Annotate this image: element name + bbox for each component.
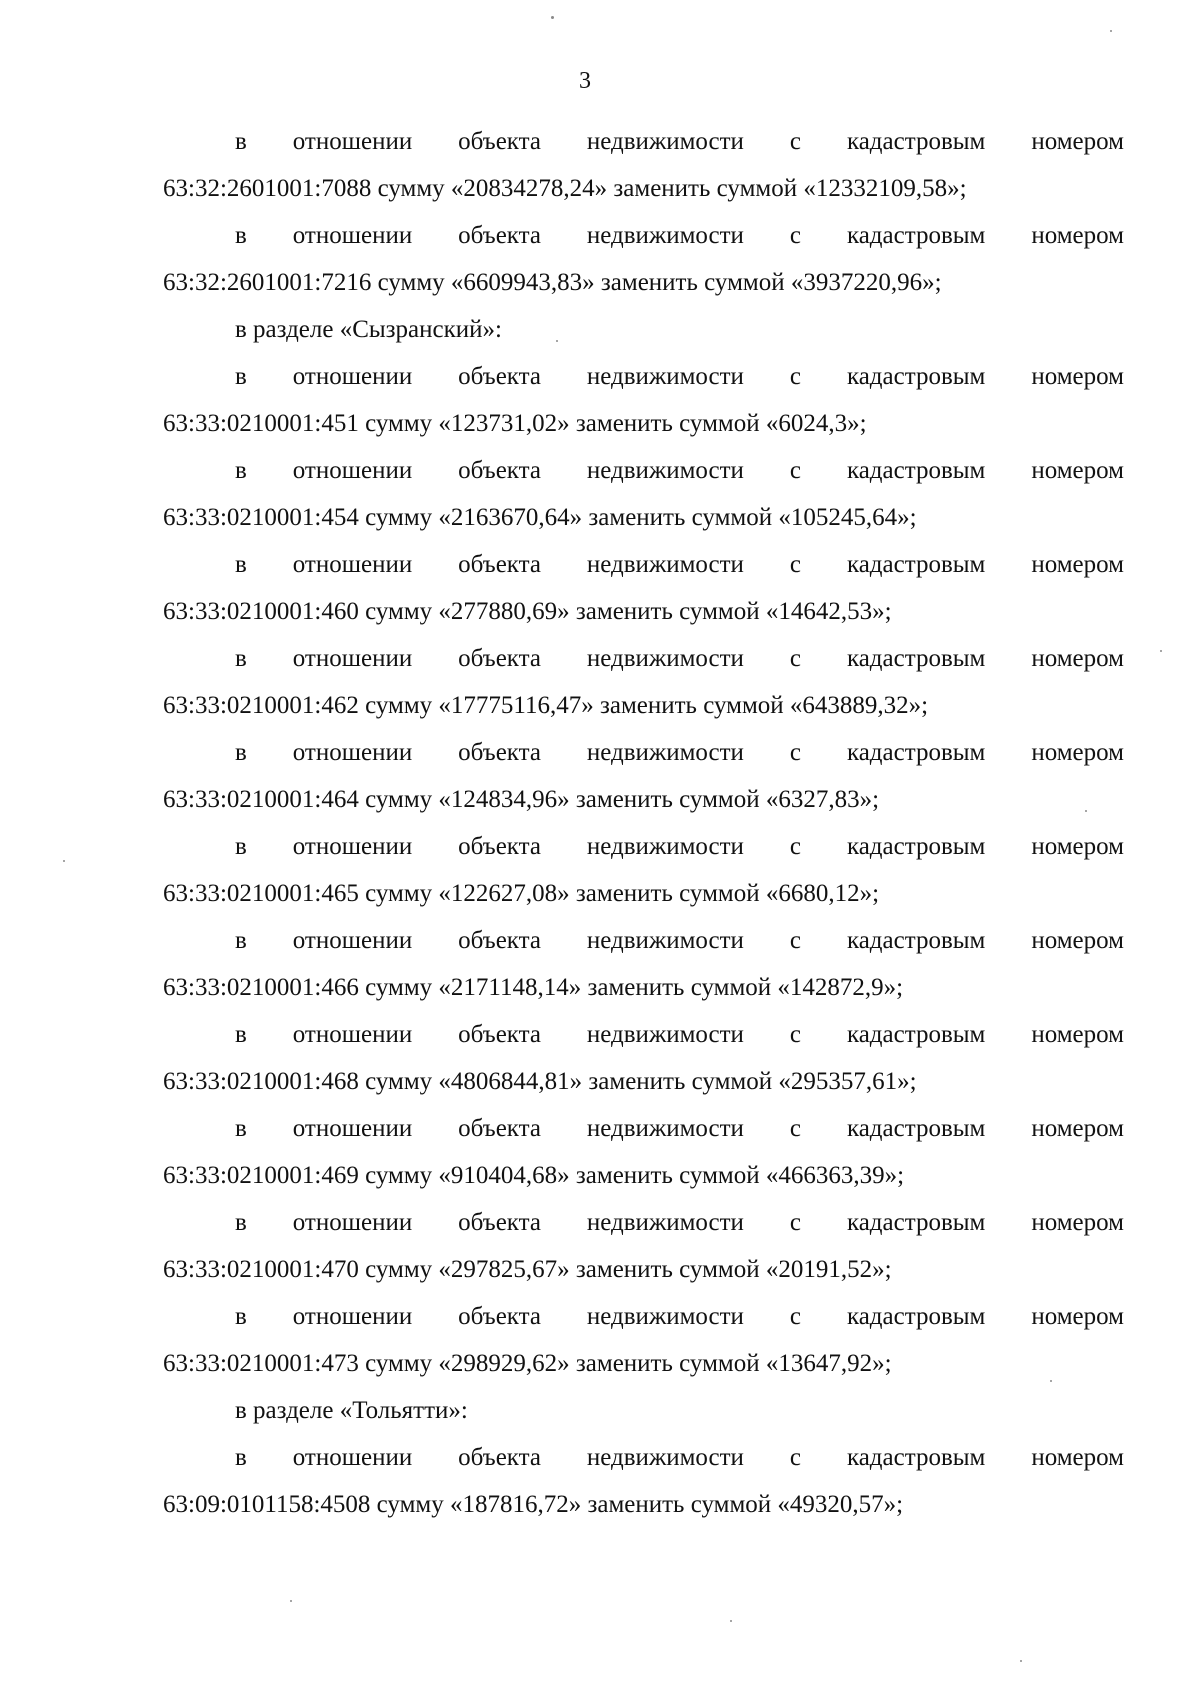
scan-speck [1085,810,1087,812]
amendment-entry [163,823,1124,917]
scan-speck [290,1600,292,1602]
scan-speck [556,340,558,342]
amendment-entry [163,118,1124,212]
entry-lead-text: в отношении объекта недвижимости с кадастровым номером [235,551,1124,578]
amendment-entry [163,917,1124,1011]
entry-lead-text: в отношении объекта недвижимости с кадастровым номером [235,222,1124,249]
entry-lead-text: в отношении объекта недвижимости с кадастровым номером [235,927,1124,954]
entry-cadastral-text: 63:33:0210001:466 сумму «2171148,14» заменить суммой «142872,9»; [163,974,904,1001]
entry-lead-text: в отношении объекта недвижимости с кадастровым номером [235,833,1124,860]
amendment-entry [163,635,1124,729]
entry-cadastral-text: 63:33:0210001:469 сумму «910404,68» заменить суммой «466363,39»; [163,1162,905,1189]
scan-speck [730,1620,732,1622]
entry-cadastral-text: 63:33:0210001:451 сумму «123731,02» заменить суммой «6024,3»; [163,410,867,437]
entry-cadastral-text: 63:33:0210001:473 сумму «298929,62» заменить суммой «13647,92»; [163,1350,892,1377]
section-heading-text: в разделе «Сызранский»: [235,316,502,343]
page-number: 3 [579,68,591,94]
entry-lead-text: в отношении объекта недвижимости с кадастровым номером [235,1444,1124,1471]
document-body [163,118,1124,1528]
scan-speck [1110,30,1112,32]
scan-speck [63,860,65,862]
entry-cadastral-text: 63:33:0210001:462 сумму «17775116,47» заменить суммой «643889,32»; [163,692,929,719]
amendment-entry [163,353,1124,447]
amendment-entry [163,1105,1124,1199]
entry-lead-text: в отношении объекта недвижимости с кадастровым номером [235,128,1124,155]
scan-speck [551,16,554,19]
entry-lead-text: в отношении объекта недвижимости с кадастровым номером [235,739,1124,766]
amendment-entry [163,1434,1124,1528]
entry-cadastral-text: 63:33:0210001:464 сумму «124834,96» заменить суммой «6327,83»; [163,786,880,813]
entry-cadastral-text: 63:33:0210001:470 сумму «297825,67» заменить суммой «20191,52»; [163,1256,892,1283]
entry-lead-text: в отношении объекта недвижимости с кадастровым номером [235,1115,1124,1142]
section-heading [163,1387,1124,1434]
amendment-entry [163,729,1124,823]
entry-cadastral-text: 63:33:0210001:460 сумму «277880,69» заменить суммой «14642,53»; [163,598,892,625]
entry-lead-text: в отношении объекта недвижимости с кадастровым номером [235,1209,1124,1236]
entry-cadastral-text: 63:09:0101158:4508 сумму «187816,72» заменить суммой «49320,57»; [163,1491,904,1518]
scan-speck [1160,650,1162,652]
amendment-entry [163,1011,1124,1105]
amendment-entry [163,1199,1124,1293]
scan-speck [1020,1660,1022,1662]
entry-lead-text: в отношении объекта недвижимости с кадастровым номером [235,363,1124,390]
entry-lead-text: в отношении объекта недвижимости с кадастровым номером [235,1303,1124,1330]
scan-speck [1050,1380,1052,1382]
entry-lead-text: в отношении объекта недвижимости с кадастровым номером [235,1021,1124,1048]
section-heading [163,306,1124,353]
section-heading-text: в разделе «Тольятти»: [235,1397,468,1424]
entry-cadastral-text: 63:32:2601001:7088 сумму «20834278,24» заменить суммой «12332109,58»; [163,175,967,202]
amendment-entry [163,1293,1124,1387]
amendment-entry [163,212,1124,306]
entry-cadastral-text: 63:32:2601001:7216 сумму «6609943,83» заменить суммой «3937220,96»; [163,269,942,296]
amendment-entry [163,541,1124,635]
entry-cadastral-text: 63:33:0210001:454 сумму «2163670,64» заменить суммой «105245,64»; [163,504,917,531]
amendment-entry [163,447,1124,541]
entry-cadastral-text: 63:33:0210001:468 сумму «4806844,81» заменить суммой «295357,61»; [163,1068,917,1095]
entry-cadastral-text: 63:33:0210001:465 сумму «122627,08» заменить суммой «6680,12»; [163,880,880,907]
entry-lead-text: в отношении объекта недвижимости с кадастровым номером [235,457,1124,484]
entry-lead-text: в отношении объекта недвижимости с кадастровым номером [235,645,1124,672]
